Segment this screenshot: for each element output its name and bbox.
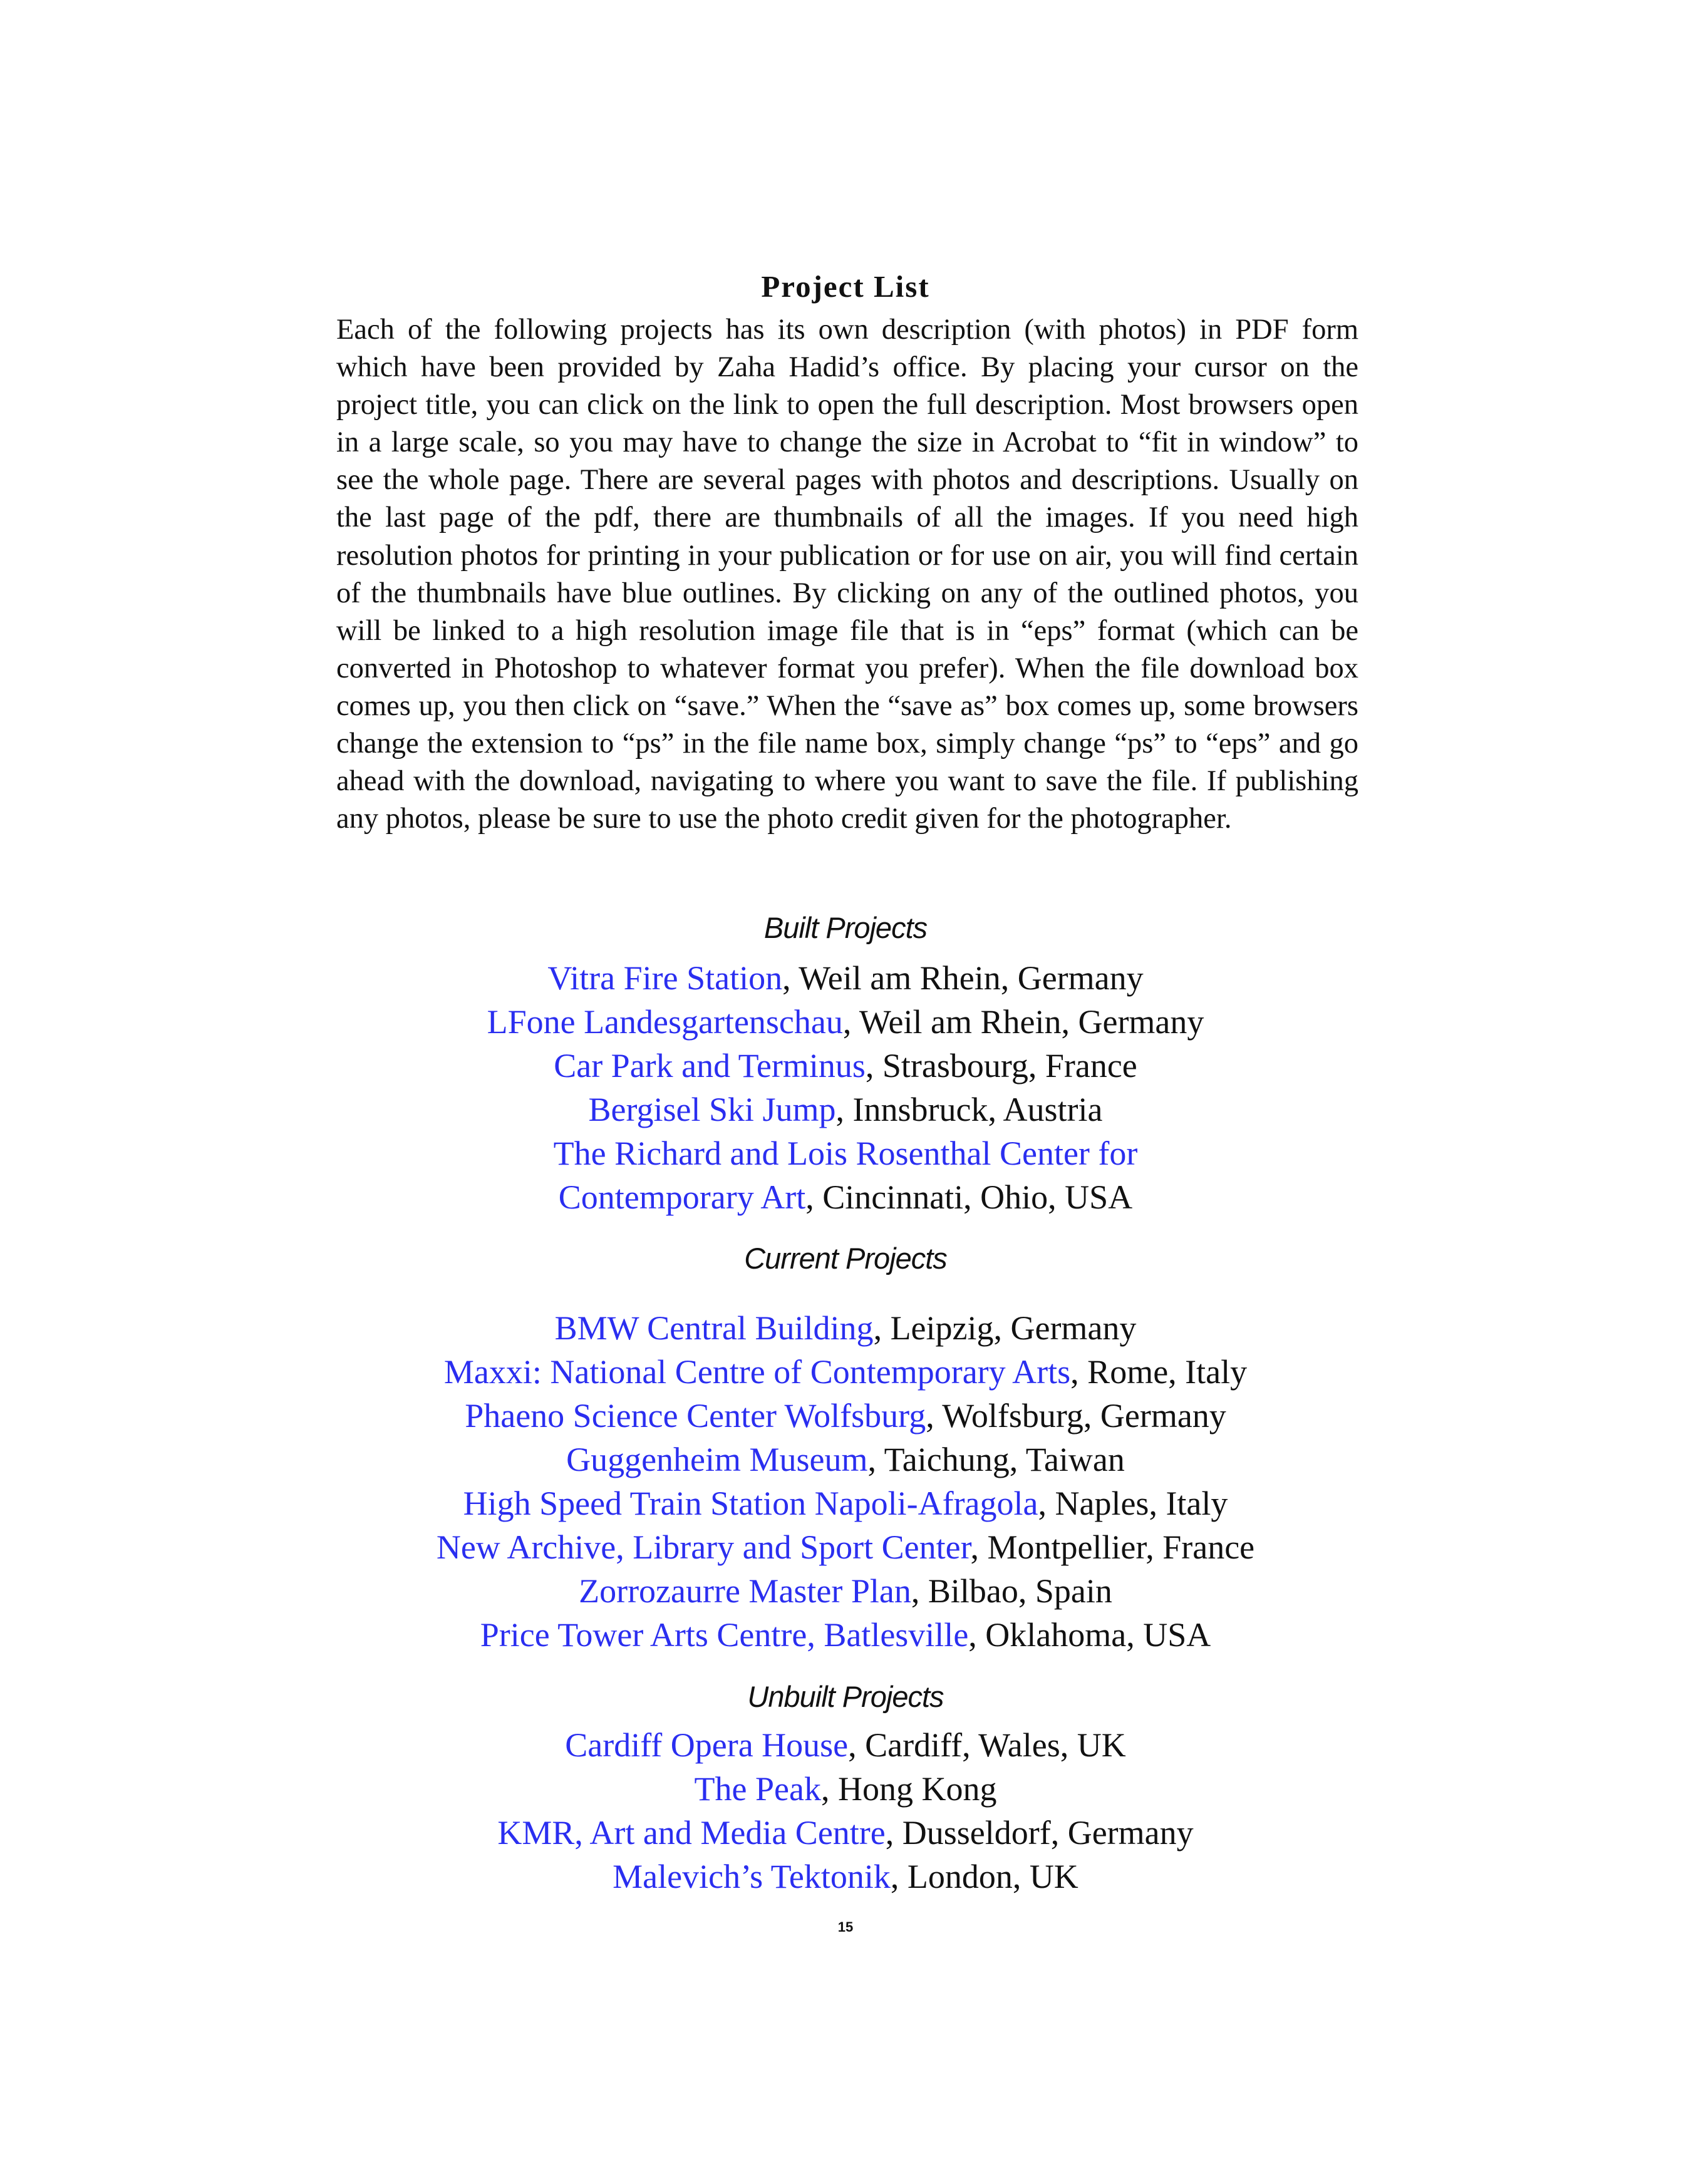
list-item xyxy=(0,1175,1691,1219)
project-link-zorrozaurre-master-plan[interactable]: Zorrozaurre Master Plan xyxy=(579,1572,911,1610)
project-location: , Innsbruck, Austria xyxy=(835,1091,1103,1128)
project-link-guggenheim-museum[interactable]: Guggenheim Museum xyxy=(566,1441,868,1478)
project-location: , Dusseldorf, Germany xyxy=(885,1814,1194,1852)
project-link-phaeno-science-center[interactable]: Phaeno Science Center Wolfsburg xyxy=(465,1397,926,1435)
list-item xyxy=(0,1438,1691,1481)
list-item xyxy=(0,1613,1691,1657)
project-location: , Strasbourg, France xyxy=(865,1047,1137,1084)
project-link-bmw-central-building[interactable]: BMW Central Building xyxy=(554,1309,874,1347)
list-item xyxy=(0,1394,1691,1438)
project-link-car-park-terminus[interactable]: Car Park and Terminus xyxy=(554,1047,866,1084)
project-location: , Oklahoma, USA xyxy=(968,1616,1211,1654)
list-item xyxy=(0,1723,1691,1767)
project-link-malevich-tektonik[interactable]: Malevich’s Tektonik xyxy=(613,1858,891,1895)
list-item xyxy=(0,1855,1691,1898)
current-projects-heading: Current Projects xyxy=(744,1242,947,1275)
unbuilt-projects-list xyxy=(0,1723,1691,1898)
project-link-vitra-fire-station[interactable]: Vitra Fire Station xyxy=(547,959,783,997)
list-item xyxy=(0,1811,1691,1855)
unbuilt-projects-heading: Unbuilt Projects xyxy=(747,1680,944,1713)
project-location: , Montpellier, France xyxy=(970,1528,1255,1566)
current-projects-list xyxy=(0,1306,1691,1657)
project-location: , Weil am Rhein, Germany xyxy=(782,959,1144,997)
project-link-rosenthal-center-line1[interactable]: The Richard and Lois Rosenthal Center for xyxy=(553,1135,1138,1172)
list-item xyxy=(0,1481,1691,1525)
list-item xyxy=(0,1350,1691,1394)
project-location: , Rome, Italy xyxy=(1070,1353,1248,1391)
project-location: , Leipzig, Germany xyxy=(873,1309,1137,1347)
list-item xyxy=(0,956,1691,1000)
intro-paragraph: Each of the following projects has its own description (with photos) in PDF form which have been provided by Zaha Hadid’s office. By placing your cursor on the project title, you can click on the link to open the full description. Most browsers open in a large scale, so you may have to change the size in Acrobat to “fit in window” to see the whole page. There are several pages with photos and descriptions. Usually on the last page of the pdf, there are thumbnails of all the images. If you need high resolution photos for printing in your publication or for use on air, you will find certain of the thumbnails have blue outlines. By clicking on any of the outlined photos, you will be linked to a high resolution image file that is in “eps” format (which can be converted in Photoshop to whatever format you prefer). When the file download box comes up, you then click on “save.” When the “save as” box comes up, some browsers change the extension to “ps” in the file name box, simply change “ps” to “eps” and go ahead with the download, navigating to where you want to save the file. If publishing any photos, please be sure to use the photo credit given for the photographer. xyxy=(336,314,1358,835)
project-location: , Hong Kong xyxy=(820,1770,997,1808)
project-location: , Weil am Rhein, Germany xyxy=(842,1003,1204,1041)
project-location: , London, UK xyxy=(890,1858,1078,1895)
project-link-the-peak[interactable]: The Peak xyxy=(694,1770,821,1808)
list-item xyxy=(0,1306,1691,1350)
project-location: , Wolfsburg, Germany xyxy=(926,1397,1226,1435)
list-item xyxy=(0,1767,1691,1811)
project-link-lfone-landesgartenschau[interactable]: LFone Landesgartenschau xyxy=(487,1003,843,1041)
project-link-cardiff-opera-house[interactable]: Cardiff Opera House xyxy=(565,1726,849,1764)
list-item xyxy=(0,1000,1691,1044)
project-location: , Taichung, Taiwan xyxy=(867,1441,1125,1478)
list-item xyxy=(0,1525,1691,1569)
project-link-kmr-art-media-centre[interactable]: KMR, Art and Media Centre xyxy=(497,1814,886,1852)
page-number: 15 xyxy=(837,1919,854,1935)
project-location: , Naples, Italy xyxy=(1038,1485,1228,1522)
project-link-new-archive-montpellier[interactable]: New Archive, Library and Sport Center xyxy=(436,1528,971,1566)
list-item xyxy=(0,1569,1691,1613)
project-location: , Cardiff, Wales, UK xyxy=(848,1726,1126,1764)
project-location: , Bilbao, Spain xyxy=(911,1572,1112,1610)
list-item xyxy=(0,1044,1691,1088)
project-link-bergisel-ski-jump[interactable]: Bergisel Ski Jump xyxy=(588,1091,836,1128)
project-location: , Cincinnati, Ohio, USA xyxy=(805,1178,1133,1216)
project-link-napoli-afragola[interactable]: High Speed Train Station Napoli-Afragola xyxy=(463,1485,1038,1522)
project-link-maxxi[interactable]: Maxxi: National Centre of Contemporary Arts xyxy=(443,1353,1071,1391)
project-link-rosenthal-center-line2[interactable]: Contemporary Art xyxy=(558,1178,806,1216)
list-item xyxy=(0,1131,1691,1175)
built-projects-list xyxy=(0,956,1691,1219)
project-link-price-tower-arts-centre[interactable]: Price Tower Arts Centre, Batlesville xyxy=(480,1616,969,1654)
page-title: Project List xyxy=(761,269,930,304)
list-item xyxy=(0,1088,1691,1131)
built-projects-heading: Built Projects xyxy=(763,911,928,944)
